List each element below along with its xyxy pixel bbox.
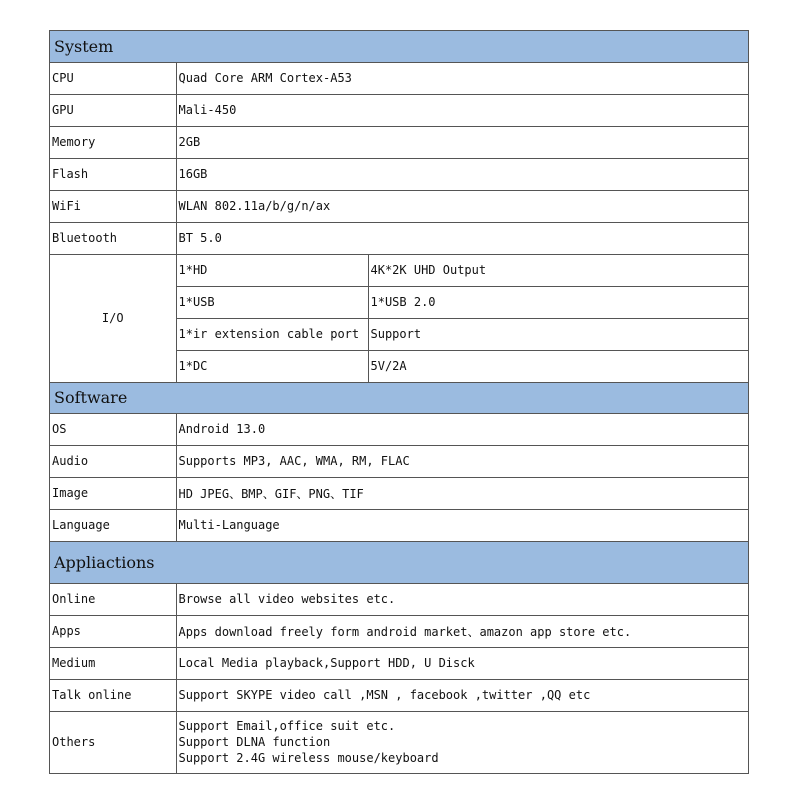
others-line: Support DLNA function (178, 735, 331, 749)
table-row (50, 413, 748, 445)
others-line: Support 2.4G wireless mouse/keyboard (178, 751, 439, 765)
section-header-software (50, 382, 748, 413)
row-value: Multi-Language (176, 509, 748, 541)
table-row (50, 509, 748, 541)
table-row (50, 679, 748, 711)
spec-sheet (49, 30, 749, 774)
io-key: I/O (50, 254, 176, 382)
row-value: Apps download freely form android market、amazon app store etc. (176, 615, 748, 647)
row-value: Local Media playback,Support HDD, U Disck (176, 647, 748, 679)
row-value: BT 5.0 (176, 222, 748, 254)
table-row (50, 222, 748, 254)
section-header-system (50, 31, 748, 62)
io-spec: 5V/2A (368, 350, 748, 382)
table-row (50, 190, 748, 222)
table-row (50, 615, 748, 647)
row-value: Mali-450 (176, 94, 748, 126)
io-spec: 4K*2K UHD Output (368, 254, 748, 286)
section-title: System (50, 31, 748, 62)
row-key: Apps (50, 615, 176, 647)
table-row (50, 647, 748, 679)
table-row (50, 583, 748, 615)
others-line: Support Email,office suit etc. (178, 719, 396, 733)
section-title: Software (50, 382, 748, 413)
row-value: Support SKYPE video call ,MSN , facebook ,twitter ,QQ etc (176, 679, 748, 711)
table-row (50, 94, 748, 126)
row-value: Android 13.0 (176, 413, 748, 445)
row-key: Online (50, 583, 176, 615)
row-key: Talk online (50, 679, 176, 711)
io-spec: 1*USB 2.0 (368, 286, 748, 318)
table-row (50, 126, 748, 158)
row-value: HD JPEG、BMP、GIF、PNG、TIF (176, 477, 748, 509)
row-key: Flash (50, 158, 176, 190)
table-row (50, 158, 748, 190)
section-title: Appliactions (50, 541, 748, 583)
row-value: Browse all video websites etc. (176, 583, 748, 615)
io-port: 1*USB (176, 286, 368, 318)
row-key: Others (50, 711, 176, 773)
row-value: Quad Core ARM Cortex-A53 (176, 62, 748, 94)
row-key: GPU (50, 94, 176, 126)
row-value-multiline (176, 711, 748, 773)
row-value: 2GB (176, 126, 748, 158)
row-key: WiFi (50, 190, 176, 222)
io-port: 1*HD (176, 254, 368, 286)
row-key: OS (50, 413, 176, 445)
row-key: Image (50, 477, 176, 509)
table-row (50, 62, 748, 94)
row-key: Medium (50, 647, 176, 679)
row-key: Memory (50, 126, 176, 158)
io-port: 1*DC (176, 350, 368, 382)
table-row (50, 445, 748, 477)
section-header-applications (50, 541, 748, 583)
io-spec: Support (368, 318, 748, 350)
row-key: CPU (50, 62, 176, 94)
table-row (50, 477, 748, 509)
row-key: Audio (50, 445, 176, 477)
row-key: Language (50, 509, 176, 541)
io-port: 1*ir extension cable port (176, 318, 368, 350)
io-row (50, 254, 748, 286)
row-value: Supports MP3, AAC, WMA, RM, FLAC (176, 445, 748, 477)
table-row (50, 711, 748, 773)
row-value: WLAN 802.11a/b/g/n/ax (176, 190, 748, 222)
row-key: Bluetooth (50, 222, 176, 254)
row-value: 16GB (176, 158, 748, 190)
spec-table (50, 31, 748, 774)
